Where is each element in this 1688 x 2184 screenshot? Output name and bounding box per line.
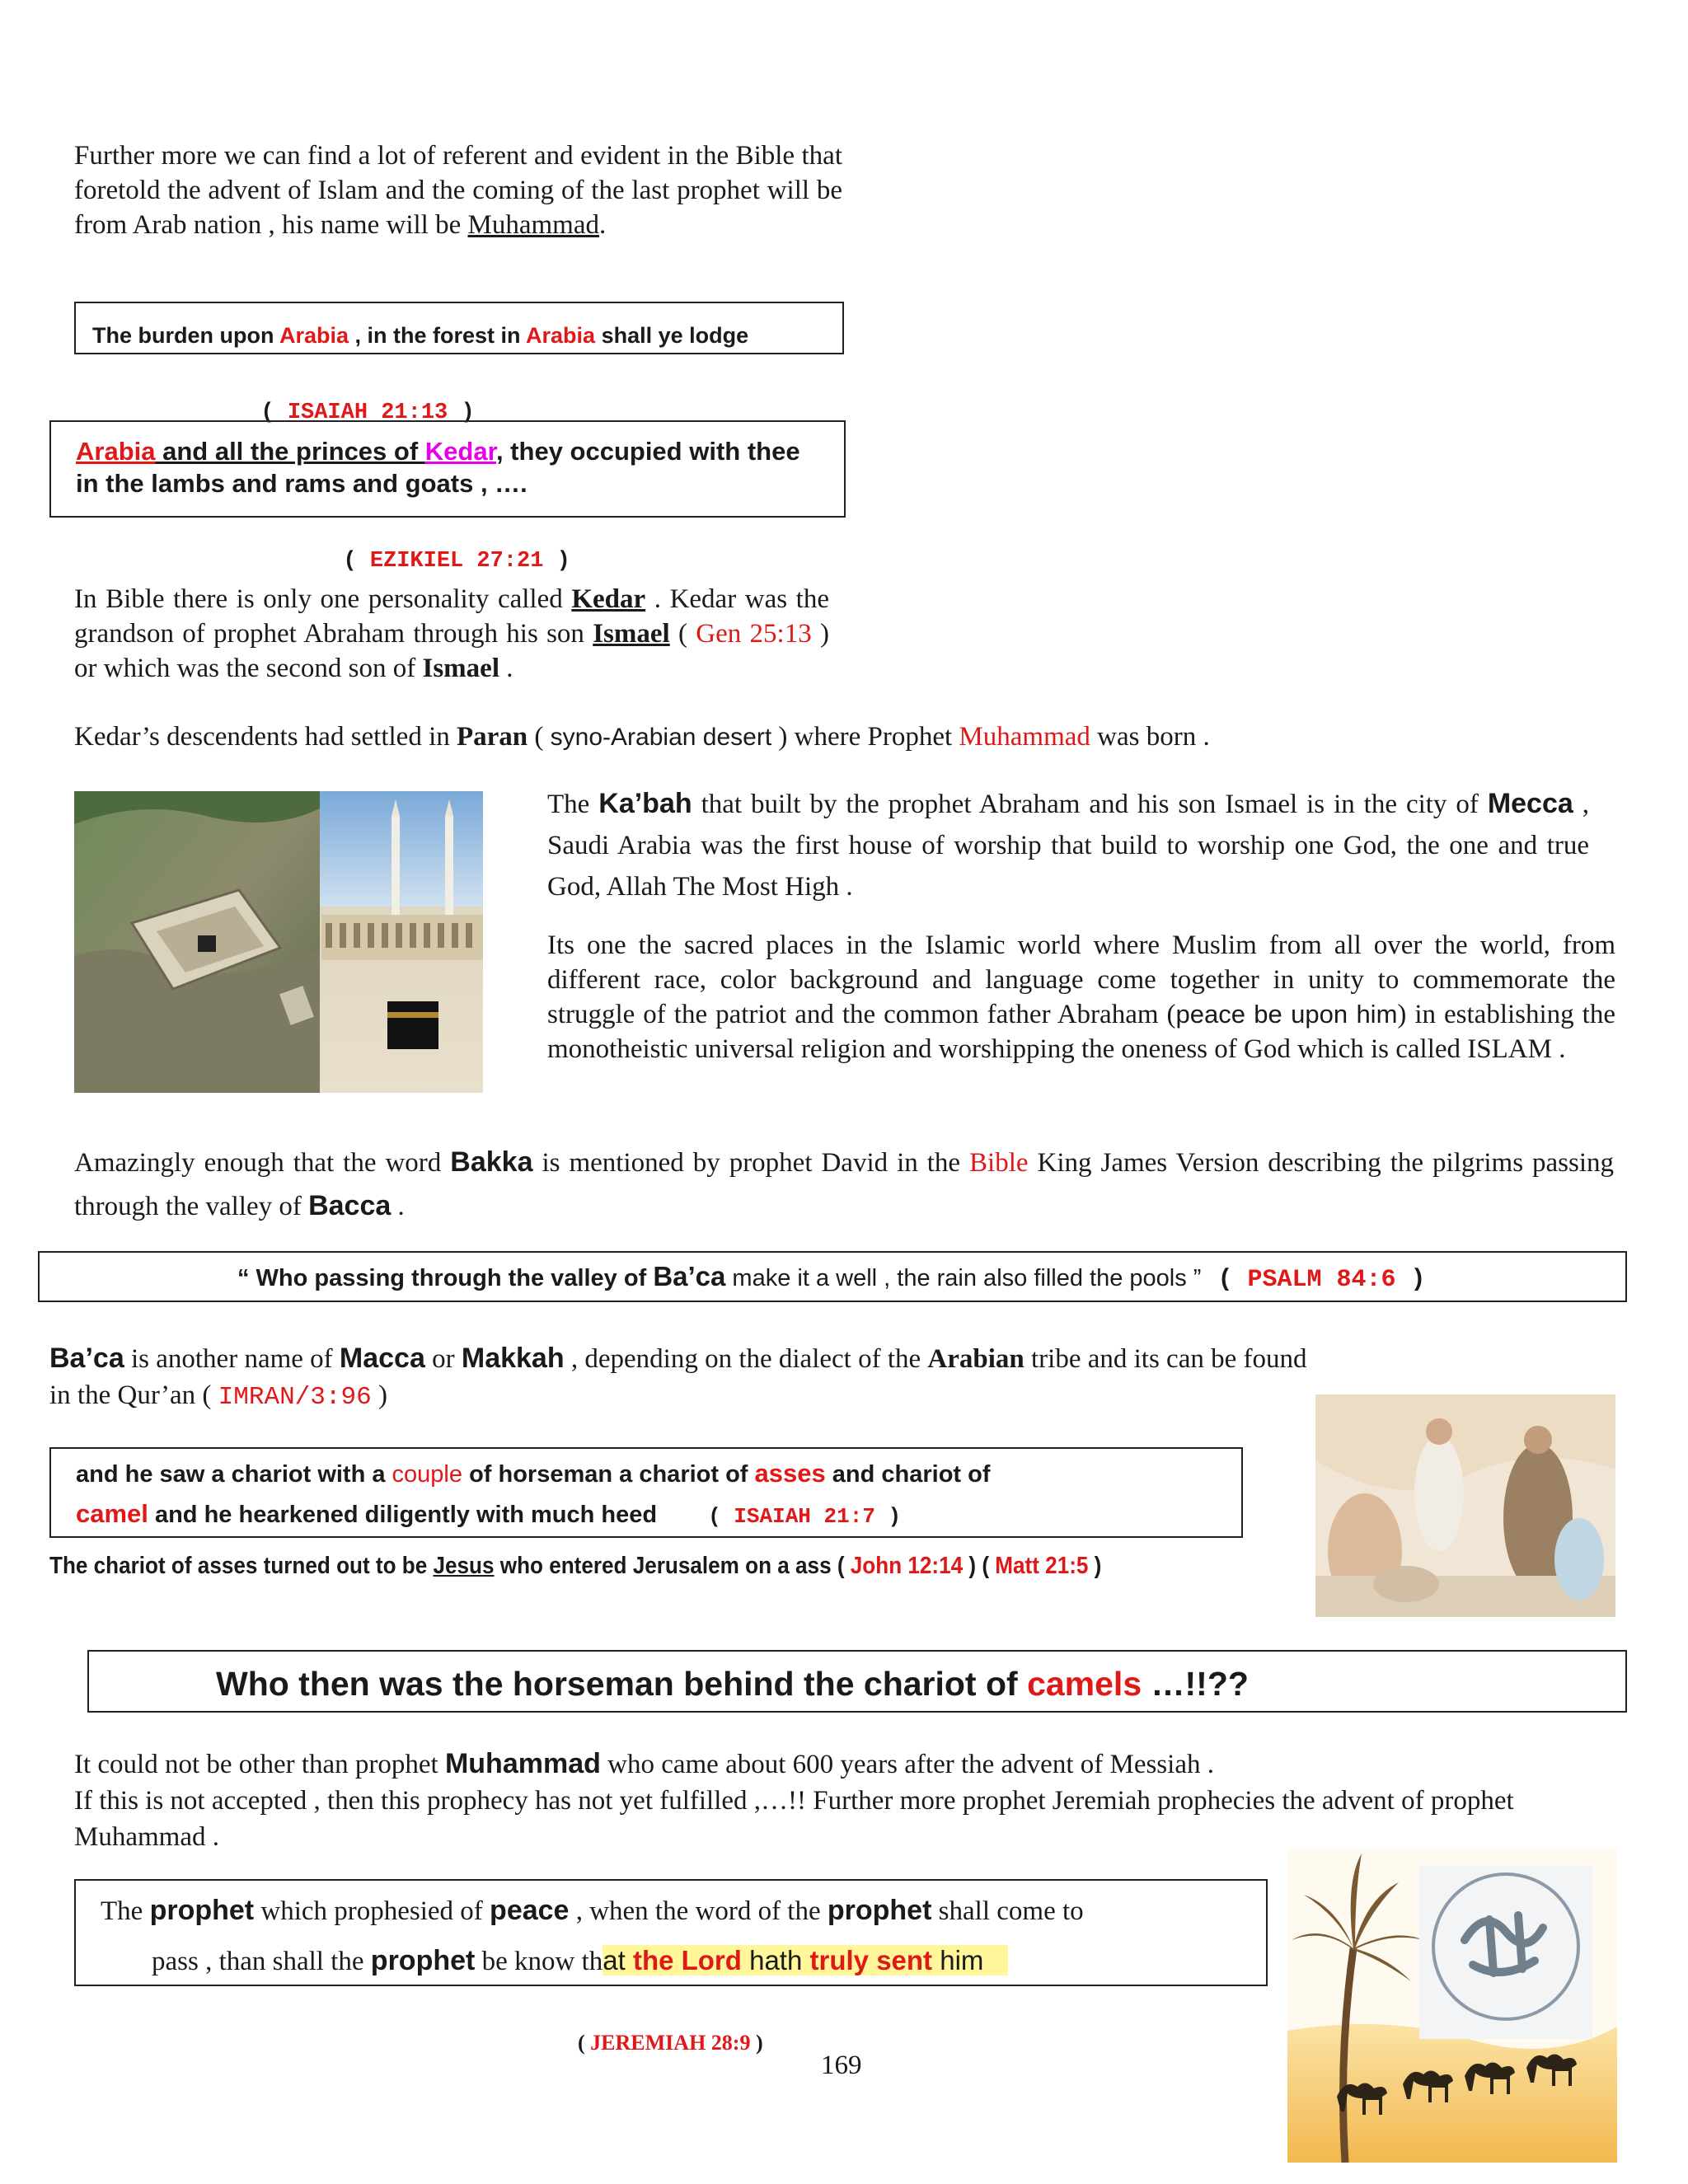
arabia-word: Arabia xyxy=(76,437,156,466)
intro-name: Muhammad xyxy=(467,210,599,240)
jeremiah-reference: ( JEREMIAH 28:9 ) xyxy=(578,2031,763,2055)
kabah-photo-illustration xyxy=(74,791,483,1093)
psalm-84-6-quote-box: “ Who passing through the valley of Ba’ca make it a well , the rain also filled the pools ” ( PSALM 84:6 ) xyxy=(38,1251,1627,1302)
sacred-paragraph: Its one the sacred places in the Islamic world where Muslim from all over the world, from different race, color background and language come together in unity to commemorate the struggle of the patriot and the common father Abraham (peace be upon him) in establishing the monotheistic universal religion and worshipping the oneness of God which is called ISLAM . xyxy=(547,930,1615,1064)
isaiah-21-13-quote-box: The burden upon Arabia , in the forest in Arabia shall ye lodge xyxy=(74,302,844,354)
kedar-word: Kedar xyxy=(424,437,496,466)
jeremiah-quote-box: The prophet which prophesied of peace , when the word of the prophet shall come to pass , than shall the prophet be know that the Lord hath truly sent him xyxy=(74,1879,1268,1986)
jesus-painting xyxy=(1315,1394,1615,1617)
highlighted-phrase: at the Lord hath truly sent him xyxy=(603,1945,1008,1975)
arabia-word: Arabia xyxy=(279,323,349,348)
jesus-painting-illustration xyxy=(1315,1394,1615,1617)
baca-paragraph: Ba’ca is another name of Macca or Makkah , depending on the dialect of the Arabian tribe and its can be found in the Qur’an ( IMRAN/3:96 ) xyxy=(49,1343,1307,1412)
conclusion-paragraph: It could not be other than prophet Muhammad who came about 600 years after the advent of Messiah . If this is not accepted , then this prophecy has not yet fulfilled ,…!! Further more prophet Jeremiah prophecies the advent of prophet Muhammad . xyxy=(74,1748,1514,1852)
page-number: 169 xyxy=(821,2050,862,2080)
kabah-paragraph: The Ka’bah that built by the prophet Abraham and his son Ismael is in the city of Mecca , Saudi Arabia was the first house of worship that build to worship one God, the one and true God, Allah The Most High . xyxy=(547,788,1589,902)
kabah-photo xyxy=(74,791,483,1093)
bakka-paragraph: Amazingly enough that the word Bakka is mentioned by prophet David in the Bible King James Version describing the pilgrims passing through the valley of Bacca . xyxy=(74,1146,1615,1221)
arabia-word: Arabia xyxy=(526,323,596,348)
ezekiel-reference: ( EZIKIEL 27:21 ) xyxy=(343,549,570,574)
jesus-line: The chariot of asses turned out to be Jesus who entered Jerusalem on a ass ( John 12:14 ) ( Matt 21:5 ) xyxy=(49,1553,1102,1579)
isaiah-21-13-reference: ( ISAIAH 21:13 ) xyxy=(260,401,475,425)
kedar-paragraph: In Bible there is only one personality called Kedar . Kedar was the grandson of prophet Abraham through his son Ismael ( Gen 25:13 ) or which was the second son of Ismael . xyxy=(74,584,829,683)
palm-camels-illustration xyxy=(1287,1849,1617,2163)
palm-camels-image xyxy=(1287,1849,1617,2163)
isaiah-21-7-quote-box: and he saw a chariot with a couple of horseman a chariot of asses and chariot of camel and he hearkened diligently with much heed ( ISAIAH 21:7 ) xyxy=(49,1447,1243,1538)
paran-paragraph: Kedar’s descendents had settled in Paran ( syno-Arabian desert ) where Prophet Muhammad was born . xyxy=(74,722,1210,752)
intro-paragraph: Further more we can find a lot of referent and evident in the Bible that foretold the advent of Islam and the coming of the last prophet will be from Arab nation , his name will be Muhammad. xyxy=(74,141,842,240)
horseman-question-box: Who then was the horseman behind the chariot of camels …!!?? xyxy=(87,1650,1627,1713)
ezekiel-27-21-quote-box: Arabia and all the princes of Kedar, they occupied with thee in the lambs and rams and goats , …. xyxy=(49,420,846,518)
intro-text: Further more we can find a lot of referent and evident in the Bible that foretold the advent of Islam and the coming of the last prophet will be from Arab nation , his name will be xyxy=(74,141,842,240)
